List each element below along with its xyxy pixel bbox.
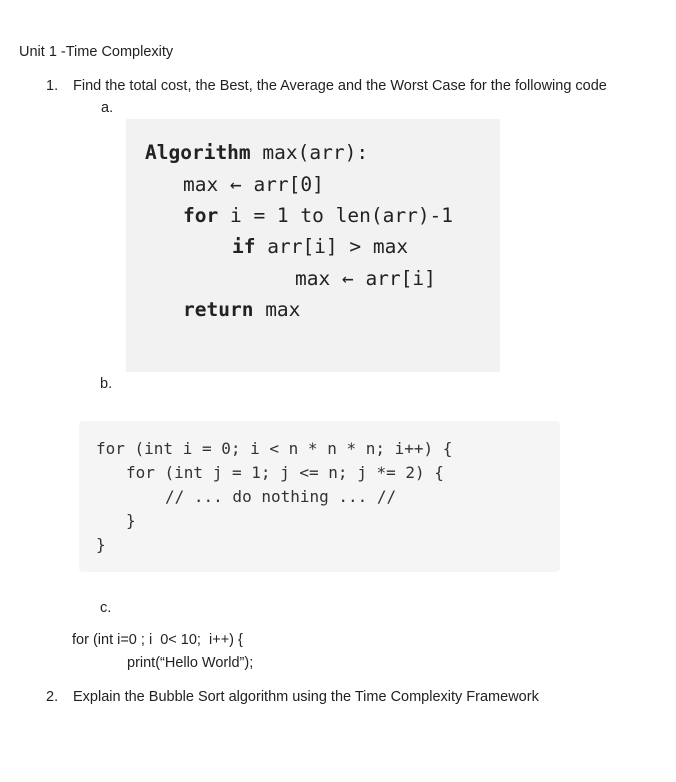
- code-b-line-4: }: [126, 511, 136, 530]
- question-1-number: 1.: [46, 78, 59, 94]
- code-c-line-1: for (int i=0 ; i 0< 10; i++) {: [72, 632, 243, 648]
- code-a-line-5: [295, 267, 436, 290]
- code-text: max ← arr[0]: [183, 173, 324, 196]
- question-2-number: 2.: [46, 689, 59, 705]
- code-text: arr[i] > max: [255, 235, 409, 258]
- code-a-line-6: [183, 298, 300, 321]
- code-text: i = 1 to len(arr)-1: [218, 204, 454, 227]
- code-text: max ← arr[i]: [295, 267, 436, 290]
- code-b-line-2: for (int j = 1; j <= n; j *= 2) {: [126, 463, 444, 482]
- code-b-line-1: for (int i = 0; i < n * n * n; i++) {: [96, 439, 453, 458]
- question-2-text: Explain the Bubble Sort algorithm using the Time Complexity Framework: [73, 689, 539, 705]
- part-b-label: b.: [100, 376, 113, 392]
- code-text: max(arr):: [250, 141, 369, 164]
- code-a-line-4: [232, 235, 408, 258]
- code-c-line-2: print(“Hello World”);: [127, 655, 254, 671]
- code-a-line-1: [145, 141, 368, 164]
- code-a-line-2: [183, 173, 324, 196]
- code-b-line-5: }: [96, 535, 106, 554]
- code-b-line-3: // ... do nothing ... //: [165, 487, 397, 506]
- code-keyword: Algorithm: [145, 141, 251, 164]
- part-c-label: c.: [100, 600, 112, 616]
- question-1-text: Find the total cost, the Best, the Average and the Worst Case for the following code: [73, 78, 607, 94]
- code-text: max: [253, 298, 301, 321]
- code-keyword: return: [183, 298, 254, 321]
- code-keyword: for: [183, 204, 219, 227]
- unit-heading: Unit 1 -Time Complexity: [19, 44, 174, 60]
- part-a-label: a.: [101, 100, 114, 116]
- code-keyword: if: [232, 235, 256, 258]
- code-a-line-3: [183, 204, 453, 227]
